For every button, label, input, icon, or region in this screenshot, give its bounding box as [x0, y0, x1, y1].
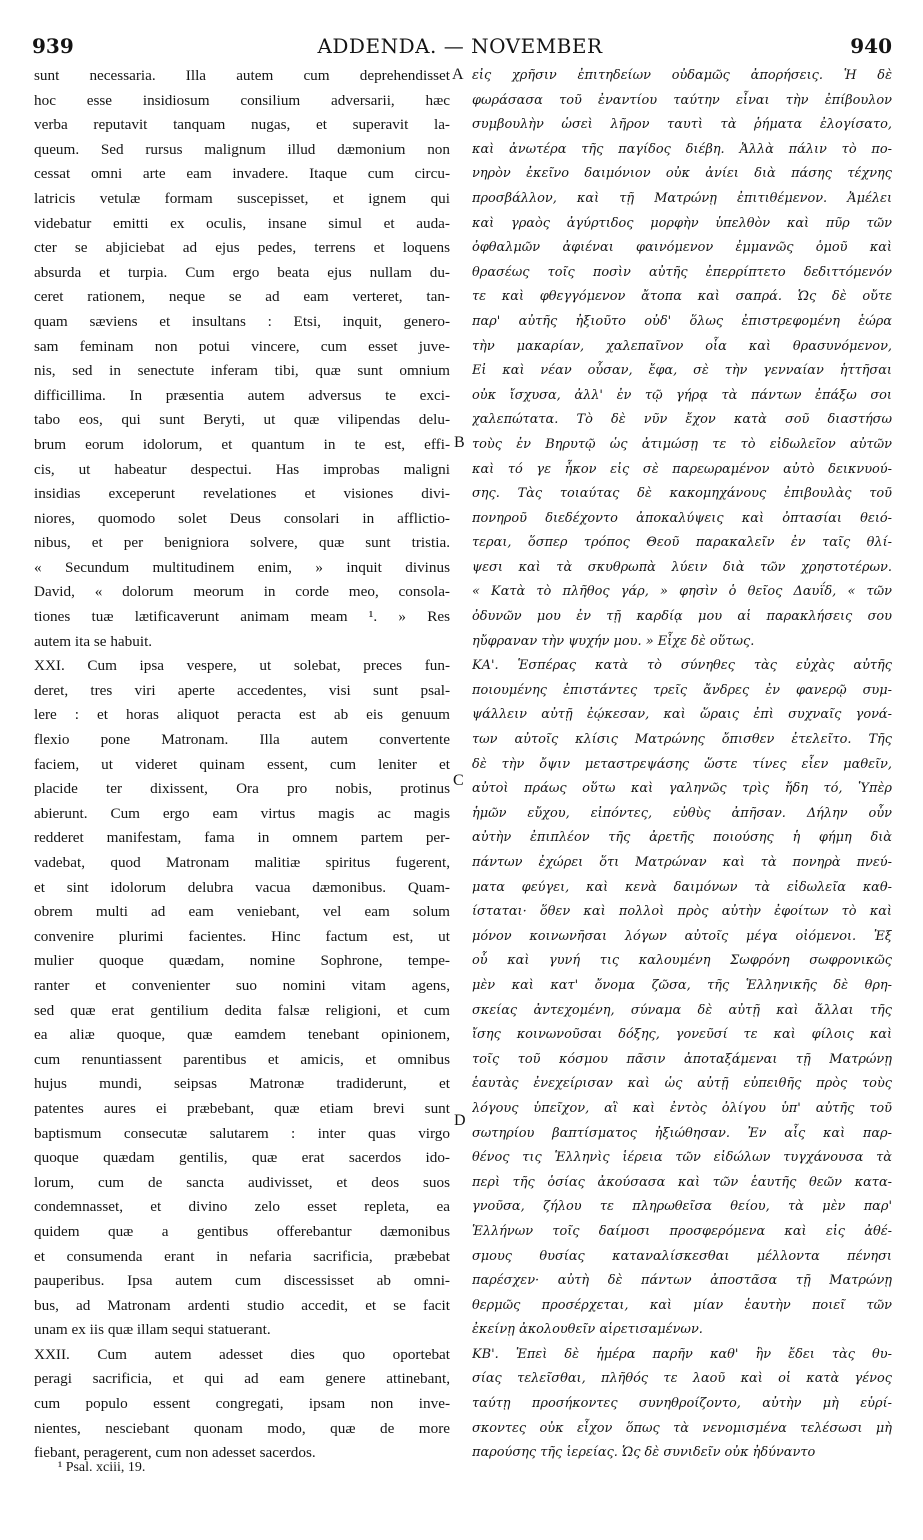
latin-text-line: verba reputavit tanquam nugas, et superavit la- [34, 116, 450, 134]
greek-text-line: θερμῶς προσέρχεται, καὶ μίαν ἑαυτὴν ποιεῖ τῶν [472, 1297, 892, 1313]
greek-text-line: ψάλλειν αὐτῇ ἐῴκεσαν, καὶ ὥραις ἐπὶ συχναῖς γονά- [472, 707, 892, 723]
greek-text-line: ποιουμένης ἐπιστάντες τρεῖς ἄνδρες ἐν φανερῷ συμ- [472, 682, 892, 698]
latin-text-line: quidem quæ a gentibus offerebantur dæmonibus [34, 1222, 450, 1240]
latin-text-line: et consumenda erant in nefaria sacrificia, præbebat [34, 1247, 450, 1265]
latin-text-line: redderet manifestam, fama in omnem partem per- [34, 829, 450, 847]
greek-text-line: συμβουλὴν ὡσεὶ λῆρον ταυτὶ τὰ ῥήματα ἐλογίσατο, [472, 117, 892, 133]
latin-text-line: obrem multi ad eam veniebant, vel eam solum [34, 903, 450, 921]
greek-text-line: σωτηρίου βαπτίσματος ἠξιώθησαν. Ἐν αἷς καὶ παρ- [472, 1125, 892, 1141]
latin-text-line: latricis vetulæ formam suscepisset, et ignem qui [34, 189, 450, 207]
greek-text-line: καὶ ἀνωτέρα τῆς παγίδος διέβη. Ἀλλὰ πάλιν τὸ πο- [472, 141, 892, 157]
greek-text-line: μὲν καὶ κατ' ὄνομα ζῶσα, τῆς Ἑλληνικῆς δὲ θρη- [472, 977, 892, 993]
latin-text-line: et sint idolorum delubra vacua dæmonibus. Quam- [34, 878, 450, 896]
running-head [30, 34, 890, 62]
greek-text-line: ΚΑ'. Ἑσπέρας κατὰ τὸ σύνηθες τὰς εὐχὰς αὐτῆς [472, 658, 892, 674]
latin-text-line: niores, quomodo solet Deus consolari in afflictio- [34, 509, 450, 527]
greek-text-line: τοῖς τοῦ κόσμου πᾶσιν ἀποταξάμεναι τῇ Ματρώνῃ [472, 1051, 892, 1067]
greek-text-line: σκείας ἀντεχομένη, σύναμα δὲ αὐτῇ καὶ ἄλλαι τῆς [472, 1002, 892, 1018]
latin-text-line: hujus mundi, seipsas Matronæ tradiderunt, et [34, 1075, 450, 1093]
greek-text-line: εἰς χρῆσιν ἐπιτηδείων οὐδαμῶς ἀπορήσεις. Ἡ δὲ [472, 68, 892, 83]
latin-text-line: quam sæviens et insultans : Etsi, inquit, genero- [34, 312, 450, 330]
greek-text-line: ταύτῃ προσήκοντες συνηθροίζοντο, αὐτὴν μὴ εὑρί- [472, 1396, 892, 1412]
latin-text-line: baptismum consecutæ salutarem : inter quas virgo [34, 1124, 450, 1142]
latin-text-line: deret, tres viri aperte accedentes, visi sunt psal- [34, 681, 450, 699]
greek-text-line: ψεσι καὶ τὰ σκυθρωπὰ λύειν διὰ τῶν χρηστοτέρων. [472, 559, 892, 575]
latin-text-line: ceret rationem, neque se ad eam verteret, tan- [34, 288, 450, 306]
greek-text-line: Εἰ καὶ νέαν οὖσαν, ἔφα, σὲ τὴν γενναίαν ἡττῆσαι [472, 363, 892, 379]
margin-marker-a: A [452, 66, 464, 83]
greek-text-line: πονηροῦ διεδέχοντο ἀποκαλύψεις καὶ ὀπτασίαι θειό- [472, 510, 892, 526]
margin-marker-c: C [453, 772, 464, 789]
latin-text-line: patentes aures ei præbebant, quæ etiam brevi sunt [34, 1099, 450, 1117]
greek-text-line: καὶ τό γε ἧκον εἰς σὲ παρεωραμένον αὐτὸ δεικνυού- [472, 461, 892, 477]
greek-text-line: γνοῦσα, ζήλου τε πληρωθεῖσα θείου, τὰ μὲν παρ' [472, 1199, 892, 1215]
latin-text-line: ranter et convenienter suo nomini vitam agens, [34, 976, 450, 994]
greek-text-line: σίας τελεῖσθαι, πλῆθός τε λαοῦ καὶ οἱ κατὰ γένος [472, 1371, 892, 1387]
greek-text-line: λόγους ὑπεῖχον, αἳ καὶ ἐντὸς ὀλίγου ὑπ' αὐτῆς τοῦ [472, 1100, 892, 1116]
latin-text-line: sunt necessaria. Illa autem cum deprehendisset [34, 67, 450, 84]
latin-column [34, 64, 450, 1466]
latin-text-line: fiebant, peragerent, cum non adesset sacerdos. [34, 1444, 316, 1462]
latin-text-line: cum renuntiassent parentibus et amicis, et omnibus [34, 1050, 450, 1068]
latin-text-line: cessat omni arte eam invadere. Itaque cum circu- [34, 165, 450, 183]
margin-marker-d: D [454, 1112, 466, 1129]
latin-text-line: abierunt. Cum ergo eam virtus magis ac magis [34, 804, 450, 822]
greek-text-line: θένος τις Ἑλληνὶς ἱέρεια τῶν εἰδώλων τυγχάνουσα τὰ [472, 1150, 892, 1166]
latin-text-line: convenire plurimi facientes. Hinc factum est, ut [34, 927, 450, 945]
latin-text-line: videbatur emitti ex oculis, insane simul et auda- [34, 214, 450, 232]
latin-text-line: quoque quædam gentilis, quæ erat sacerdos ido- [34, 1149, 450, 1167]
greek-text-line: τεραι, ὅσπερ τρόπος Θεοῦ παρακαλεῖν ἐν ταῖς θλί- [472, 535, 892, 551]
greek-text-line: θρασέως τοῖς ποσὶν αὐτῆς ἐπερρίπτετο δεδιττόμενόν [472, 264, 892, 280]
greek-text-line: ίσταται· ὅθεν καὶ πολλοὶ πρὸς αὐτὴν ἐφοίτων τὸ καὶ [472, 904, 892, 920]
greek-text-line: προσβάλλον, καὶ τῇ Ματρώνῃ ἐπιτιθέμενον. Ἀμέλει [472, 190, 892, 206]
greek-text-line: οὗ καὶ γυνή τις καλουμένη Σωφρόνη σωφρονικῶς [472, 953, 892, 969]
greek-text-line: χαλεπώτατα. Τὸ δὲ νῦν ἔχον κατὰ σοῦ διαστήσω [472, 412, 892, 428]
latin-text-line: cis, ut habeatur despectui. Has improbas maligni [34, 460, 450, 478]
greek-text-line: παρούσης τῆς ἱερείας. Ὡς δὲ συνιδεῖν οὐκ ἠδύναντο [472, 1445, 816, 1461]
greek-text-line: ἐκείνῃ ἀκολουθεῖν αἱρετισαμένων. [472, 1322, 703, 1338]
latin-text-line: lere : et horas aliquot peracta est ab eis genuum [34, 706, 450, 724]
greek-text-line: καὶ γραὸς ἀγύρτιδος μορφὴν ὑπελθὸν καὶ πῦρ τῶν [472, 215, 892, 231]
latin-text-line: bus, ad Matronam ardenti studio accedit, et se facit [34, 1296, 450, 1314]
greek-text-line: ηὔφραναν τὴν ψυχήν μου. » Εἶχε δὲ οὕτως. [472, 633, 755, 649]
latin-text-line: vadebat, quod Matronam malitiæ spiritus fugerent, [34, 854, 450, 871]
footnote: ¹ Psal. xciii, 19. [58, 1460, 146, 1475]
page-number-left: 939 [32, 34, 74, 58]
greek-text-line: ἡμῶν εὔχου, εἰπόντες, εὐθὺς ἀπῆσαν. Δήλην οὖν [472, 805, 892, 821]
latin-text-line: peragi sacrificia, et qui ad eam genere attinebant, [34, 1370, 450, 1388]
latin-text-line: ea aliæ quoque, quæ eamdem tenebant opinionem, [34, 1026, 450, 1044]
greek-text-line: μόνον κοινωνῆσαι λόγων αὐτοῖς μέγα οἰόμενοι. Ἐξ [472, 928, 892, 944]
latin-text-line: condemnasset, et divino zelo esset repleta, ea [34, 1198, 450, 1216]
greek-text-line: νηρὸν ἐκεῖνο δαιμόνιον οὐκ ἀνίει διὰ πάσης τέχνης [472, 166, 892, 182]
greek-text-line: παρ' αὐτῆς ἠξιοῦτο οὐδ' ὅλως ἐπιστρεφομένη ἑώρα [472, 313, 892, 329]
latin-text-line: XXI. Cum ipsa vespere, ut solebat, preces fun- [34, 657, 450, 675]
page-number-right: 940 [850, 34, 892, 58]
latin-text-line: David, « dolorum meorum in corde meo, consola- [34, 583, 450, 601]
latin-text-line: sam feminam non potui vincere, cum esset juve- [34, 337, 450, 355]
latin-text-line: XXII. Cum autem adesset dies quo oportebat [34, 1345, 450, 1363]
latin-text-line: nibus, et per benigniora solvere, quæ sunt tristia. [34, 534, 450, 552]
greek-text-line: τοὺς ἐν Βηρυτῷ ὡς ἀτιμώσῃ τε τὸ εἰδωλεῖον αὐτῶν [472, 436, 892, 452]
running-title: ADDENDA. — NOVEMBER [317, 34, 603, 58]
greek-text-line: Ἑλλήνων τοῖς δαίμοσι προσφερόμενα καὶ εἰς ἀθέ- [472, 1223, 892, 1239]
latin-text-line: queum. Sed rursus malignum illud dæmonium non [34, 140, 450, 158]
greek-text-line: ματα φεύγει, καὶ κενὰ δαιμόνων τὰ εἰδωλεῖα καθ- [472, 879, 892, 895]
greek-text-line: σης. Τὰς τοιαύτας δὲ κακομηχάνους ἐπιβουλὰς τοῦ [472, 486, 892, 502]
greek-text-line: αὐτοὶ πράως οὕτω καὶ γαληνῶς τρὶς ἤδη τό, Ὑπὲρ [472, 781, 892, 797]
latin-text-line: sed quæ erat gentilium dedita falsæ religioni, et cum [34, 1001, 450, 1019]
latin-text-line: autem ita se habuit. [34, 632, 153, 650]
greek-text-line: « Κατὰ τὸ πλῆθος γάρ, » φησὶν ὁ θεῖος Δαυΐδ, « τῶν [472, 584, 892, 600]
greek-text-line: ἑαυτὰς ἐνεχείρισαν καὶ ὡς αὐτῇ εὐπειθῆς πρὸς τοὺς [472, 1076, 892, 1092]
latin-text-line: absurda et turpia. Cum ergo beata ejus nullam du- [34, 263, 450, 281]
latin-text-line: brum eorum idolorum, et quantum in te est, effi- [34, 435, 450, 453]
latin-text-line: mulier quoque quædam, nomine Sophrone, tempe- [34, 952, 450, 970]
greek-text-line: τε καὶ φθεγγόμενον ἄτοπα καὶ σαπρά. Ὡς δὲ οὔτε [472, 289, 892, 305]
greek-text-line: σκοντες οὐκ εἶχον ὅπως τὰ νενομισμένα τελέσωσι μὴ [472, 1420, 892, 1436]
greek-text-line: παρέσχεν· αὐτὴ δὲ πάντων ἀποστᾶσα τῇ Ματρώνῃ [472, 1273, 892, 1289]
greek-text-line: ΚΒ'. Ἐπεὶ δὲ ἡμέρα παρῆν καθ' ἣν ἔδει τὰς θυ- [472, 1346, 892, 1362]
latin-text-line: nientes, nesciebant quonam modo, quæ de more [34, 1419, 450, 1437]
greek-text-line: πάντων ἐχώρει ὅτι Ματρώναν καὶ τὰ πονηρὰ πνεύ- [472, 855, 892, 870]
latin-text-line: cum populo essent congregati, ipsam non inve- [34, 1395, 450, 1413]
latin-text-line: difficillima. In præsentia autem adversus te exci- [34, 386, 450, 404]
greek-text-line: ἴσης κοινωνοῦσαι δόξης, γονεῦσί τε καὶ φίλοις καὶ [472, 1027, 892, 1043]
latin-text-line: tiones tuæ lætificaverunt animam meam ¹. » Res [34, 608, 450, 626]
latin-text-line: placide ter dixissent, Ora pro nobis, protinus [34, 780, 450, 798]
greek-column [472, 64, 892, 1466]
greek-text-line: των αὐτοῖς κλίσις Ματρώνης ὄπισθεν ἐτελεῖτο. Τῆς [472, 732, 892, 748]
latin-text-line: pauperibus. Ipsa autem cum discessisset ab omni- [34, 1272, 450, 1290]
latin-text-line: cter se abjiciebat ad ejus pedes, terrens et loquens [34, 239, 450, 257]
greek-text-line: περὶ τῆς ὁσίας ἀκούσασα καὶ τῶν ἑαυτῆς θεῶν κατα- [472, 1174, 892, 1190]
latin-text-line: faciem, ut videret quinam essent, cum leniter et [34, 755, 450, 773]
greek-text-line: σμους θυσίας καταναλίσκεσθαι μέλλοντα πένησι [472, 1248, 892, 1264]
greek-text-line: φωράσασα τοῦ ἐναντίου ταύτην εἶναι τὴν ἐπίβουλον [472, 92, 892, 108]
margin-marker-b: B [454, 434, 465, 451]
latin-text-line: nis, sed in senectute inferam tibi, quæ sunt omnium [34, 362, 450, 380]
greek-text-line: δὲ τὴν ὄψιν μεταστρεψάσης ὥστε τίνες εἶεν μαθεῖν, [472, 756, 892, 772]
latin-text-line: insidias exceperunt revelationes et visiones divi- [34, 485, 450, 503]
greek-text-line: ὀφθαλμῶν ἀφιέναι φαινόμενον ἐμμανῶς ὁμοῦ καὶ [472, 240, 892, 256]
latin-text-line: unam ex iis quæ illam sequi statuerant. [34, 1321, 271, 1339]
latin-text-line: tabo eos, qui sunt Beryti, ut quæ vilipendas delu- [34, 411, 450, 429]
latin-text-line: hoc esse insidiosum consilium adversarii, hæc [34, 91, 450, 109]
greek-text-line: οὐκ ἴσχυσα, ἀλλ' ἐν τῷ γήρᾳ τὰ πάντων ἐπάξω σοι [472, 387, 892, 403]
latin-text-line: « Secundum multitudinem enim, » inquit divinus [34, 558, 450, 576]
greek-text-line: αὐτὴν ἐπιπλέον τῆς ἀρετῆς ποιούσης ἡ φήμη διὰ [472, 830, 892, 846]
latin-text-line: flexio pone Matronam. Illa autem convertente [34, 731, 450, 749]
greek-text-line: τὴν μακαρίαν, χαλεπαῖνον οἷα καὶ θρασυνόμενον, [472, 338, 892, 354]
latin-text-line: lorum, cum de sancta audivisset, et deos suos [34, 1173, 450, 1191]
greek-text-line: ὀδυνῶν μου ἐν τῇ καρδίᾳ μου αἱ παρακλήσεις σου [472, 609, 892, 625]
